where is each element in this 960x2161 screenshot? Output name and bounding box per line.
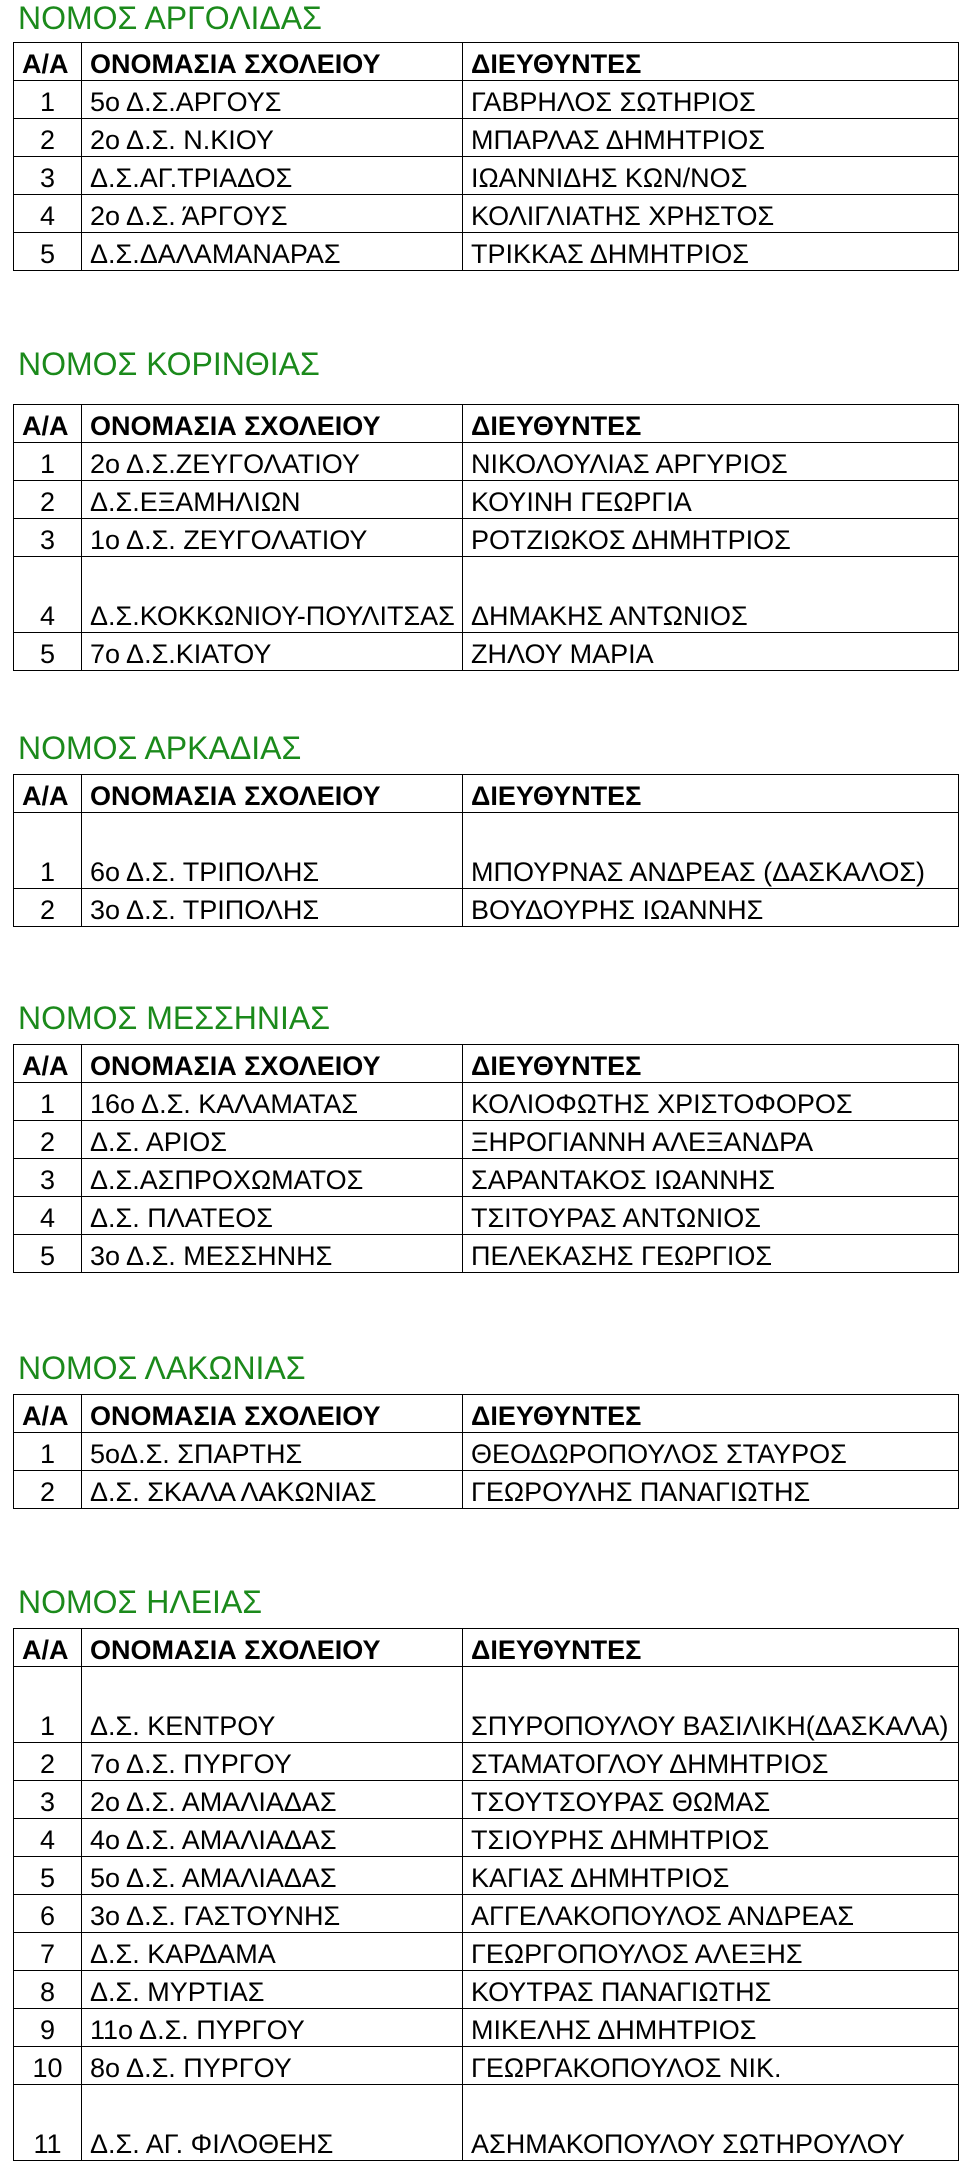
school-name: 1ο Δ.Σ. ΖΕΥΓΟΛΑΤΙΟΥ xyxy=(82,519,463,557)
director-name: ΝΙΚΟΛΟΥΛΙΑΣ ΑΡΓΥΡΙΟΣ xyxy=(463,443,959,481)
director-name: ΓΕΩΡΓΟΠΟΥΛΟΣ ΑΛΕΞΗΣ xyxy=(463,1933,959,1971)
header-aa: Α/Α xyxy=(14,1045,82,1083)
school-name: 2ο Δ.Σ.ΖΕΥΓΟΛΑΤΙΟΥ xyxy=(82,443,463,481)
row-number: 4 xyxy=(14,195,82,233)
table-row xyxy=(14,1235,959,1273)
schools-table xyxy=(13,1044,959,1273)
school-name: 16ο Δ.Σ. ΚΑΛΑΜΑΤΑΣ xyxy=(82,1083,463,1121)
director-name: ΡΟΤΖΙΩΚΟΣ ΔΗΜΗΤΡΙΟΣ xyxy=(463,519,959,557)
section-title: ΝΟΜΟΣ ΑΡΓΟΛΙΔΑΣ xyxy=(18,0,322,36)
row-number: 3 xyxy=(14,1781,82,1819)
table-row xyxy=(14,1781,959,1819)
header-school-name: ΟΝΟΜΑΣΙΑ ΣΧΟΛΕΙΟΥ xyxy=(82,1629,463,1667)
school-name: 3ο Δ.Σ. ΤΡΙΠΟΛΗΣ xyxy=(82,889,463,927)
school-name: 5οΔ.Σ. ΣΠΑΡΤΗΣ xyxy=(82,1433,463,1471)
director-name: ΖΗΛΟΥ ΜΑΡΙΑ xyxy=(463,633,959,671)
table-row xyxy=(14,157,959,195)
section-title: ΝΟΜΟΣ ΜΕΣΣΗΝΙΑΣ xyxy=(18,1000,331,1036)
row-number: 5 xyxy=(14,233,82,271)
table-header-row xyxy=(14,1395,959,1433)
row-number: 3 xyxy=(14,1159,82,1197)
row-number: 11 xyxy=(14,2085,82,2161)
schools-table xyxy=(13,1628,959,2161)
header-school-name: ΟΝΟΜΑΣΙΑ ΣΧΟΛΕΙΟΥ xyxy=(82,43,463,81)
table-row xyxy=(14,81,959,119)
school-name: Δ.Σ.ΑΣΠΡΟΧΩΜΑΤΟΣ xyxy=(82,1159,463,1197)
row-number: 1 xyxy=(14,443,82,481)
row-number: 1 xyxy=(14,1083,82,1121)
row-number: 5 xyxy=(14,633,82,671)
header-school-name: ΟΝΟΜΑΣΙΑ ΣΧΟΛΕΙΟΥ xyxy=(82,1395,463,1433)
row-number: 5 xyxy=(14,1235,82,1273)
director-name: ΒΟΥΔΟΥΡΗΣ ΙΩΑΝΝΗΣ xyxy=(463,889,959,927)
header-aa: Α/Α xyxy=(14,43,82,81)
director-name: ΞΗΡΟΓΙΑΝΝΗ ΑΛΕΞΑΝΔΡΑ xyxy=(463,1121,959,1159)
table-header-row xyxy=(14,405,959,443)
table-row xyxy=(14,633,959,671)
table-row xyxy=(14,195,959,233)
table-row xyxy=(14,889,959,927)
school-name: 3ο Δ.Σ. ΓΑΣΤΟΥΝΗΣ xyxy=(82,1895,463,1933)
row-number: 2 xyxy=(14,1471,82,1509)
table-row xyxy=(14,1933,959,1971)
row-number: 3 xyxy=(14,157,82,195)
row-number: 2 xyxy=(14,1743,82,1781)
director-name: ΣΠΥΡΟΠΟΥΛΟΥ ΒΑΣΙΛΙΚΗ(ΔΑΣΚΑΛΑ) xyxy=(463,1667,959,1743)
table-row xyxy=(14,519,959,557)
header-aa: Α/Α xyxy=(14,1395,82,1433)
table-header-row xyxy=(14,43,959,81)
row-number: 10 xyxy=(14,2047,82,2085)
header-directors: ΔΙΕΥΘΥΝΤΕΣ xyxy=(463,775,959,813)
row-number: 1 xyxy=(14,1667,82,1743)
header-school-name: ΟΝΟΜΑΣΙΑ ΣΧΟΛΕΙΟΥ xyxy=(82,405,463,443)
school-name: 4ο Δ.Σ. ΑΜΑΛΙΑΔΑΣ xyxy=(82,1819,463,1857)
table-header-row xyxy=(14,1045,959,1083)
header-aa: Α/Α xyxy=(14,1629,82,1667)
table-row xyxy=(14,2085,959,2161)
table-row xyxy=(14,1433,959,1471)
header-directors: ΔΙΕΥΘΥΝΤΕΣ xyxy=(463,43,959,81)
director-name: ΚΑΓΙΑΣ ΔΗΜΗΤΡΙΟΣ xyxy=(463,1857,959,1895)
school-name: Δ.Σ.ΔΑΛΑΜΑΝΑΡΑΣ xyxy=(82,233,463,271)
school-name: Δ.Σ.ΚΟΚΚΩΝΙΟΥ-ΠΟΥΛΙΤΣΑΣ xyxy=(82,557,463,633)
row-number: 1 xyxy=(14,1433,82,1471)
row-number: 1 xyxy=(14,813,82,889)
row-number: 8 xyxy=(14,1971,82,2009)
school-name: 5ο Δ.Σ.ΑΡΓΟΥΣ xyxy=(82,81,463,119)
table-row xyxy=(14,1159,959,1197)
row-number: 4 xyxy=(14,557,82,633)
director-name: ΚΟΥΤΡΑΣ ΠΑΝΑΓΙΩΤΗΣ xyxy=(463,1971,959,2009)
table-row xyxy=(14,1197,959,1235)
row-number: 2 xyxy=(14,119,82,157)
school-name: 7ο Δ.Σ. ΠΥΡΓΟΥ xyxy=(82,1743,463,1781)
director-name: ΚΟΛΙΟΦΩΤΗΣ ΧΡΙΣΤΟΦΟΡΟΣ xyxy=(463,1083,959,1121)
director-name: ΤΣΟΥΤΣΟΥΡΑΣ ΘΩΜΑΣ xyxy=(463,1781,959,1819)
row-number: 2 xyxy=(14,1121,82,1159)
school-name: Δ.Σ.ΑΓ.ΤΡΙΑΔΟΣ xyxy=(82,157,463,195)
table-row xyxy=(14,119,959,157)
director-name: ΜΙΚΕΛΗΣ ΔΗΜΗΤΡΙΟΣ xyxy=(463,2009,959,2047)
director-name: ΑΣΗΜΑΚΟΠΟΥΛΟΥ ΣΩΤΗΡΟΥΛΟΥ xyxy=(463,2085,959,2161)
table-row xyxy=(14,1121,959,1159)
row-number: 4 xyxy=(14,1819,82,1857)
table-row xyxy=(14,1083,959,1121)
table-row xyxy=(14,1857,959,1895)
director-name: ΜΠΟΥΡΝΑΣ ΑΝΔΡΕΑΣ (ΔΑΣΚΑΛΟΣ) xyxy=(463,813,959,889)
director-name: ΤΣΙΤΟΥΡΑΣ ΑΝΤΩΝΙΟΣ xyxy=(463,1197,959,1235)
school-name: 8ο Δ.Σ. ΠΥΡΓΟΥ xyxy=(82,2047,463,2085)
header-directors: ΔΙΕΥΘΥΝΤΕΣ xyxy=(463,1395,959,1433)
table-row xyxy=(14,443,959,481)
table-header-row xyxy=(14,775,959,813)
schools-table xyxy=(13,42,959,271)
row-number: 2 xyxy=(14,889,82,927)
director-name: ΣΤΑΜΑΤΟΓΛΟΥ ΔΗΜΗΤΡΙΟΣ xyxy=(463,1743,959,1781)
director-name: ΓΕΩΡΓΑΚΟΠΟΥΛΟΣ ΝΙΚ. xyxy=(463,2047,959,2085)
row-number: 1 xyxy=(14,81,82,119)
director-name: ΑΓΓΕΛΑΚΟΠΟΥΛΟΣ ΑΝΔΡΕΑΣ xyxy=(463,1895,959,1933)
row-number: 9 xyxy=(14,2009,82,2047)
table-row xyxy=(14,1471,959,1509)
director-name: ΔΗΜΑΚΗΣ ΑΝΤΩΝΙΟΣ xyxy=(463,557,959,633)
schools-table xyxy=(13,404,959,671)
section-title: ΝΟΜΟΣ ΑΡΚΑΔΙΑΣ xyxy=(18,730,302,766)
director-name: ΙΩΑΝΝΙΔΗΣ ΚΩΝ/ΝΟΣ xyxy=(463,157,959,195)
school-name: Δ.Σ. ΚΕΝΤΡΟΥ xyxy=(82,1667,463,1743)
table-row xyxy=(14,1971,959,2009)
table-row xyxy=(14,233,959,271)
table-header-row xyxy=(14,1629,959,1667)
director-name: ΚΟΛΙΓΛΙΑΤΗΣ ΧΡΗΣΤΟΣ xyxy=(463,195,959,233)
row-number: 5 xyxy=(14,1857,82,1895)
schools-table xyxy=(13,774,959,927)
table-row xyxy=(14,1895,959,1933)
header-directors: ΔΙΕΥΘΥΝΤΕΣ xyxy=(463,1045,959,1083)
director-name: ΚΟΥΙΝΗ ΓΕΩΡΓΙΑ xyxy=(463,481,959,519)
director-name: ΤΣΙΟΥΡΗΣ ΔΗΜΗΤΡΙΟΣ xyxy=(463,1819,959,1857)
director-name: ΓΕΩΡΟΥΛΗΣ ΠΑΝΑΓΙΩΤΗΣ xyxy=(463,1471,959,1509)
header-aa: Α/Α xyxy=(14,405,82,443)
table-row xyxy=(14,2047,959,2085)
school-name: Δ.Σ. ΣΚΑΛΑ ΛΑΚΩΝΙΑΣ xyxy=(82,1471,463,1509)
school-name: Δ.Σ.ΕΞΑΜΗΛΙΩΝ xyxy=(82,481,463,519)
table-row xyxy=(14,813,959,889)
director-name: ΜΠΑΡΛΑΣ ΔΗΜΗΤΡΙΟΣ xyxy=(463,119,959,157)
table-row xyxy=(14,1819,959,1857)
school-name: 2ο Δ.Σ. ΑΜΑΛΙΑΔΑΣ xyxy=(82,1781,463,1819)
header-school-name: ΟΝΟΜΑΣΙΑ ΣΧΟΛΕΙΟΥ xyxy=(82,775,463,813)
school-name: Δ.Σ. ΑΓ. ΦΙΛΟΘΕΗΣ xyxy=(82,2085,463,2161)
school-name: Δ.Σ. ΜΥΡΤΙΑΣ xyxy=(82,1971,463,2009)
header-directors: ΔΙΕΥΘΥΝΤΕΣ xyxy=(463,1629,959,1667)
school-name: Δ.Σ. ΠΛΑΤΕΟΣ xyxy=(82,1197,463,1235)
table-row xyxy=(14,481,959,519)
row-number: 4 xyxy=(14,1197,82,1235)
table-row xyxy=(14,557,959,633)
school-name: 7ο Δ.Σ.ΚΙΑΤΟΥ xyxy=(82,633,463,671)
section-title: ΝΟΜΟΣ ΛΑΚΩΝΙΑΣ xyxy=(18,1350,306,1386)
section-title: ΝΟΜΟΣ ΗΛΕΙΑΣ xyxy=(18,1584,263,1620)
director-name: ΣΑΡΑΝΤΑΚΟΣ ΙΩΑΝΝΗΣ xyxy=(463,1159,959,1197)
table-row xyxy=(14,2009,959,2047)
school-name: 11ο Δ.Σ. ΠΥΡΓΟΥ xyxy=(82,2009,463,2047)
school-name: 3ο Δ.Σ. ΜΕΣΣΗΝΗΣ xyxy=(82,1235,463,1273)
table-row xyxy=(14,1743,959,1781)
director-name: ΠΕΛΕΚΑΣΗΣ ΓΕΩΡΓΙΟΣ xyxy=(463,1235,959,1273)
school-name: 6ο Δ.Σ. ΤΡΙΠΟΛΗΣ xyxy=(82,813,463,889)
school-name: Δ.Σ. ΚΑΡΔΑΜΑ xyxy=(82,1933,463,1971)
row-number: 2 xyxy=(14,481,82,519)
director-name: ΤΡΙΚΚΑΣ ΔΗΜΗΤΡΙΟΣ xyxy=(463,233,959,271)
header-school-name: ΟΝΟΜΑΣΙΑ ΣΧΟΛΕΙΟΥ xyxy=(82,1045,463,1083)
table-row xyxy=(14,1667,959,1743)
row-number: 7 xyxy=(14,1933,82,1971)
director-name: ΘΕΟΔΩΡΟΠΟΥΛΟΣ ΣΤΑΥΡΟΣ xyxy=(463,1433,959,1471)
header-aa: Α/Α xyxy=(14,775,82,813)
schools-table xyxy=(13,1394,959,1509)
school-name: Δ.Σ. ΑΡΙΟΣ xyxy=(82,1121,463,1159)
row-number: 6 xyxy=(14,1895,82,1933)
school-name: 2ο Δ.Σ. ΆΡΓΟΥΣ xyxy=(82,195,463,233)
header-directors: ΔΙΕΥΘΥΝΤΕΣ xyxy=(463,405,959,443)
director-name: ΓΑΒΡΗΛΟΣ ΣΩΤΗΡΙΟΣ xyxy=(463,81,959,119)
section-title: ΝΟΜΟΣ ΚΟΡΙΝΘΙΑΣ xyxy=(18,346,320,382)
school-name: 2ο Δ.Σ. Ν.ΚΙΟΥ xyxy=(82,119,463,157)
school-name: 5ο Δ.Σ. ΑΜΑΛΙΑΔΑΣ xyxy=(82,1857,463,1895)
row-number: 3 xyxy=(14,519,82,557)
